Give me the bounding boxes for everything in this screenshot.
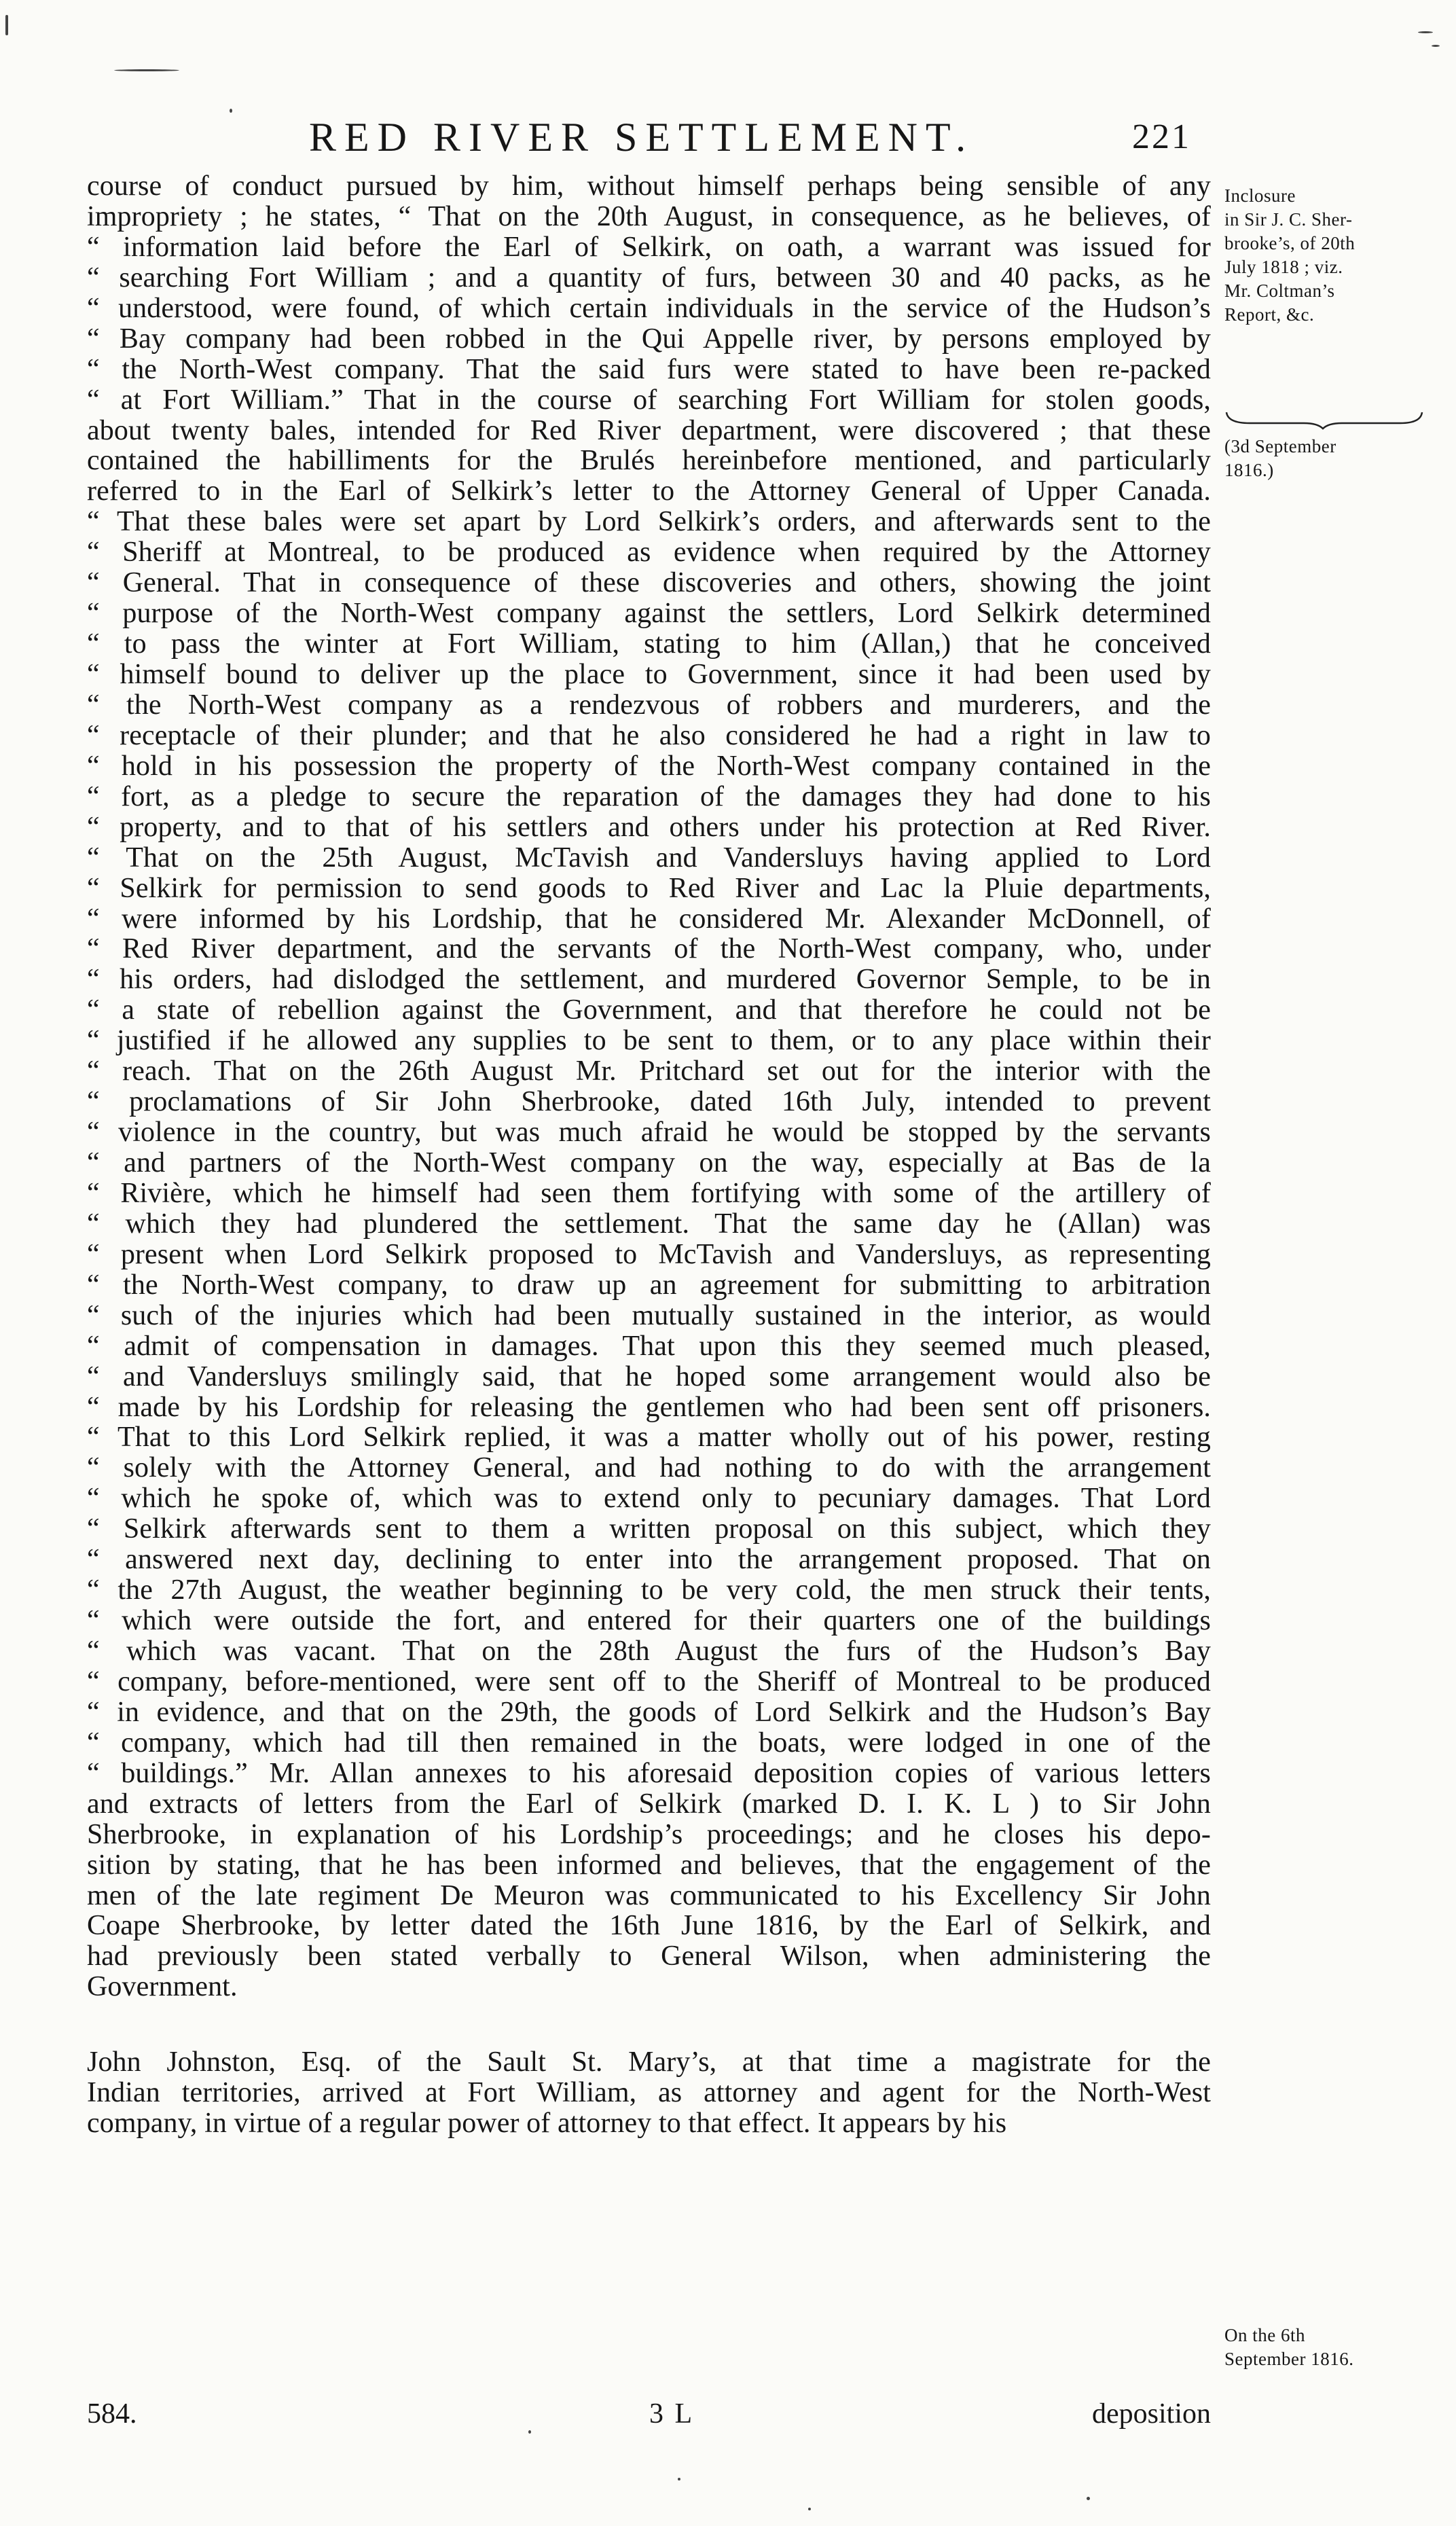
text-line: course of conduct pursued by him, without himself perhaps being sensible of any (87, 170, 1211, 202)
text-line: company, in virtue of a regular power of attorney to that effect. It appears by his (87, 2108, 1007, 2140)
body-text (87, 171, 1211, 2139)
margin-note-line: brooke’s, of 20th (1224, 233, 1355, 253)
text-line: “ Selkirk for permission to send goods to Red River and Lac la Pluie departments, (87, 872, 1211, 904)
text-line: and extracts of letters from the Earl of Selkirk (marked D. I. K. L ) to Sir John (87, 1788, 1211, 1820)
text-line: “ answered next day, declining to enter into the arrangement proposed. That on (87, 1544, 1211, 1576)
text-line: “ General. That in consequence of these discoveries and others, showing the joint (87, 567, 1211, 599)
text-line: “ and Vandersluys smilingly said, that he hoped some arrangement would also be (87, 1360, 1211, 1392)
text-line: “ That these bales were set apart by Lord Selkirk’s orders, and afterwards sent to the (87, 506, 1211, 538)
text-line: “ present when Lord Selkirk proposed to McTavish and Vandersluys, as representing (87, 1238, 1211, 1270)
text-line: Sherbrooke, in explanation of his Lordship’s proceedings; and he closes his depo- (87, 1818, 1211, 1850)
margin-note-line: (3d September (1224, 436, 1336, 456)
text-line: “ information laid before the Earl of Selkirk, on oath, a warrant was issued for (87, 231, 1211, 263)
text-line: “ the North-West company, to draw up an agreement for submitting to arbitration (87, 1269, 1211, 1301)
text-line: sition by stating, that he has been informed and believes, that the engagement of the (87, 1849, 1211, 1881)
text-line: impropriety ; he states, “ That on the 20th August, in consequence, as he believes, of (87, 200, 1211, 232)
text-line: about twenty bales, intended for Red River department, were discovered ; that these (87, 414, 1211, 446)
text-line: “ the 27th August, the weather beginning to be very cold, the men struck their tents, (87, 1574, 1211, 1606)
text-line: “ made by his Lordship for releasing the gentlemen who had been sent off prisoners. (87, 1391, 1211, 1423)
signature-number: 584. (87, 2398, 137, 2430)
text-line: “ searching Fort William ; and a quantity of furs, between 30 and 40 packs, as he (87, 261, 1211, 293)
text-line: “ receptacle of their plunder; and that he also considered he had a right in law to (87, 719, 1211, 751)
text-line: contained the habilliments for the Brulés hereinbefore mentioned, and particularly (87, 445, 1211, 477)
text-line: Indian territories, arrived at Fort William, as attorney and agent for the North-West (87, 2077, 1211, 2109)
margin-note-date-second (1224, 2324, 1428, 2371)
margin-speck (1418, 31, 1433, 33)
margin-note-line: Report, &c. (1224, 304, 1315, 325)
margin-note-line: September 1816. (1224, 2349, 1354, 2369)
page-number: 221 (1132, 118, 1191, 156)
margin-speck (528, 2430, 531, 2434)
margin-speck (808, 2508, 811, 2510)
text-line: “ himself bound to deliver up the place to Government, since it had been used by (87, 659, 1211, 690)
text-line: “ company, before-mentioned, were sent off to the Sheriff of Montreal to be produced (87, 1665, 1211, 1697)
margin-note-line: Mr. Coltman’s (1224, 281, 1335, 301)
margin-note-inclosure (1224, 184, 1428, 327)
text-line: Government. (87, 1971, 238, 2003)
signature-mark: 3 L (649, 2398, 695, 2430)
text-line: “ a state of rebellion against the Government, and that therefore he could not be (87, 994, 1211, 1026)
running-title: RED RIVER SETTLEMENT. (309, 115, 975, 160)
text-line: “ such of the injuries which had been mutually sustained in the interior, as would (87, 1299, 1211, 1331)
catchword: deposition (1092, 2398, 1211, 2430)
text-line: “ at Fort William.” That in the course of searching Fort William for stolen goods, (87, 384, 1211, 416)
text-line: “ hold in his possession the property of the North-West company contained in the (87, 750, 1211, 782)
text-line: “ Rivière, which he himself had seen them fortifying with some of the artillery of (87, 1177, 1211, 1209)
text-line: men of the late regiment De Meuron was communicated to his Excellency Sir John (87, 1879, 1211, 1911)
text-line: “ buildings.” Mr. Allan annexes to his aforesaid deposition copies of various letters (87, 1757, 1211, 1789)
paragraph-1 (87, 171, 1211, 2002)
text-line: “ Sheriff at Montreal, to be produced as evidence when required by the Attorney (87, 537, 1211, 569)
text-line: “ reach. That on the 26th August Mr. Pritchard set out for the interior with the (87, 1055, 1211, 1087)
text-line: “ violence in the country, but was much afraid he would be stopped by the servants (87, 1117, 1211, 1149)
text-line: “ the North-West company as a rendezvous of robbers and murderers, and the (87, 689, 1211, 721)
paragraph-2 (87, 2047, 1211, 2139)
text-line: “ and partners of the North-West company on the way, especially at Bas de la (87, 1147, 1211, 1178)
margin-note-line: in Sir J. C. Sher- (1224, 209, 1353, 230)
text-line: “ Bay company had been robbed in the Qui Appelle river, by persons employed by (87, 323, 1211, 355)
text-line: “ proclamations of Sir John Sherbrooke, dated 16th July, intended to prevent (87, 1086, 1211, 1118)
text-line: referred to in the Earl of Selkirk’s letter to the Attorney General of Upper Canada. (87, 475, 1211, 507)
text-line: “ justified if he allowed any supplies to be sent to them, or to any place within their (87, 1025, 1211, 1057)
margin-brace (1222, 410, 1426, 430)
text-line: “ which were outside the fort, and entered for their quarters one of the buildings (87, 1605, 1211, 1637)
text-line: Coape Sherbrooke, by letter dated the 16th June 1816, by the Earl of Selkirk, and (87, 1910, 1211, 1942)
text-line: “ which was vacant. That on the 28th August the furs of the Hudson’s Bay (87, 1636, 1211, 1667)
text-line: “ solely with the Attorney General, and had nothing to do with the arrangement (87, 1452, 1211, 1484)
text-line: “ understood, were found, of which certain individuals in the service of the Hudson’s (87, 292, 1211, 324)
margin-speck (230, 109, 232, 113)
margin-speck (1087, 2497, 1090, 2500)
text-line: “ purpose of the North-West company against the settlers, Lord Selkirk determined (87, 598, 1211, 630)
text-line: “ to pass the winter at Fort William, stating to him (Allan,) that he conceived (87, 628, 1211, 660)
text-line: “ fort, as a pledge to secure the reparation of the damages they had done to his (87, 780, 1211, 812)
text-line: “ which he spoke of, which was to extend only to pecuniary damages. That Lord (87, 1483, 1211, 1515)
text-line: John Johnston, Esq. of the Sault St. Mary’s, at that time a magistrate for the (87, 2046, 1211, 2078)
text-line: “ the North-West company. That the said furs were stated to have been re-packed (87, 353, 1211, 385)
margin-speck (114, 69, 179, 71)
margin-note-line: On the 6th (1224, 2325, 1305, 2345)
margin-note-date-first (1224, 435, 1428, 482)
text-line: “ Selkirk afterwards sent to them a written proposal on this subject, which they (87, 1513, 1211, 1545)
margin-speck (678, 2478, 680, 2480)
text-line: “ in evidence, and that on the 29th, the goods of Lord Selkirk and the Hudson’s Bay (87, 1696, 1211, 1728)
margin-note-line: Inclosure (1224, 185, 1296, 206)
text-line: “ company, which had till then remained in the boats, were lodged in one of the (87, 1727, 1211, 1758)
text-line: “ admit of compensation in damages. That upon this they seemed much pleased, (87, 1330, 1211, 1362)
running-header (0, 114, 1456, 168)
margin-note-line: 1816.) (1224, 460, 1274, 480)
text-line: “ That on the 25th August, McTavish and Vandersluys having applied to Lord (87, 842, 1211, 873)
text-line: “ were informed by his Lordship, that he considered Mr. Alexander McDonnell, of (87, 903, 1211, 935)
text-line: “ That to this Lord Selkirk replied, it was a matter wholly out of his power, resting (87, 1422, 1211, 1454)
text-line: “ Red River department, and the servants of the North-West company, who, under (87, 933, 1211, 965)
page-footer (87, 2398, 1211, 2432)
margin-speck (5, 15, 8, 35)
text-line: had previously been stated verbally to General Wilson, when administering the (87, 1941, 1211, 1972)
text-line: “ property, and to that of his settlers and others under his protection at Red River. (87, 811, 1211, 843)
margin-speck (1432, 45, 1440, 47)
text-line: “ his orders, had dislodged the settlement, and murdered Governor Semple, to be in (87, 964, 1211, 996)
text-line: “ which they had plundered the settlement. That the same day he (Allan) was (87, 1208, 1211, 1240)
margin-note-line: July 1818 ; viz. (1224, 257, 1343, 277)
